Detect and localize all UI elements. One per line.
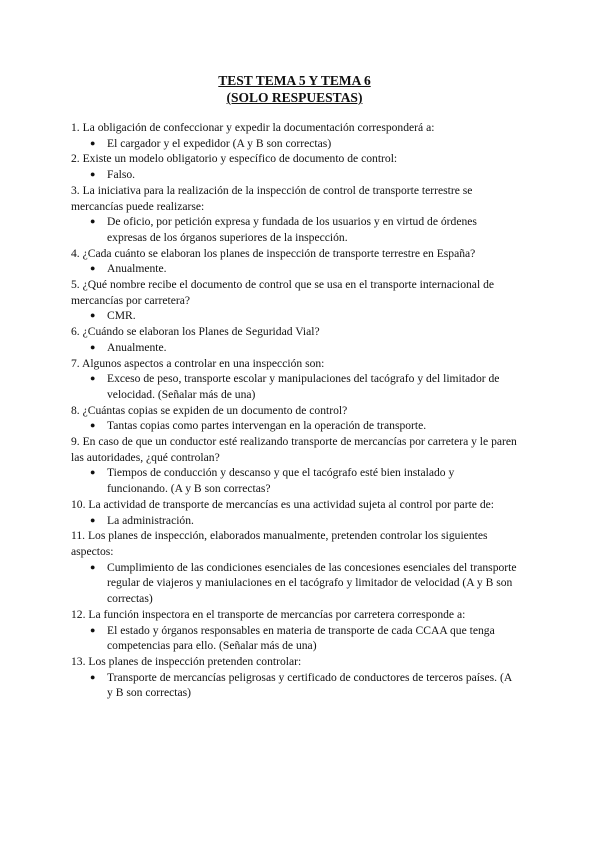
bullet-icon: ● xyxy=(90,467,96,478)
answer-text: El cargador y el expedidor (A y B son correctas) xyxy=(107,136,332,150)
answer-item xyxy=(71,167,518,183)
answer-item xyxy=(71,214,518,245)
answer-item xyxy=(71,261,518,277)
qa-item xyxy=(71,497,518,528)
answer-text: Cumplimiento de las condiciones esenciales de las concesiones esenciales del transporte regular de viajeros y maniulaciones en el tacógrafo y limitador de velocidad (A y B son correctas) xyxy=(107,560,517,606)
question-text: 4. ¿Cada cuánto se elaboran los planes de inspección de transporte terrestre en España? xyxy=(71,246,476,260)
question-text: 9. En caso de que un conductor esté realizando transporte de mercancías por carretera y le paren las autoridades, ¿qué controlan? xyxy=(71,435,517,464)
bullet-icon: ● xyxy=(90,263,96,274)
document-subtitle: (SOLO RESPUESTAS) xyxy=(226,90,363,105)
question-text: 2. Existe un modelo obligatorio y específico de documento de control: xyxy=(71,152,398,166)
answer-item xyxy=(71,340,518,356)
qa-item xyxy=(71,151,518,182)
bullet-icon: ● xyxy=(90,373,96,384)
qa-item xyxy=(71,277,518,324)
bullet-icon: ● xyxy=(90,137,96,148)
question-text: 8. ¿Cuántas copias se expiden de un documento de control? xyxy=(71,403,348,417)
title-block xyxy=(71,72,518,106)
bullet-icon: ● xyxy=(90,514,96,525)
answer-item xyxy=(71,623,518,654)
answer-text: Anualmente. xyxy=(107,340,167,354)
answer-text: Tantas copias como partes intervengan en la operación de transporte. xyxy=(107,419,427,433)
question-text: 6. ¿Cuándo se elaboran los Planes de Seguridad Vial? xyxy=(71,325,320,339)
question-text: 11. Los planes de inspección, elaborados manualmente, pretenden controlar los siguientes aspectos: xyxy=(71,529,488,558)
question-text: 12. La función inspectora en el transporte de mercancías por carretera corresponde a: xyxy=(71,607,466,621)
bullet-icon: ● xyxy=(90,671,96,682)
answer-text: Falso. xyxy=(107,168,136,182)
question-text: 13. Los planes de inspección pretenden controlar: xyxy=(71,654,302,668)
bullet-icon: ● xyxy=(90,561,96,572)
bullet-icon: ● xyxy=(90,624,96,635)
qa-item xyxy=(71,120,518,151)
qa-item xyxy=(71,183,518,246)
answer-item xyxy=(71,465,518,496)
answer-item xyxy=(71,560,518,607)
question-text: 3. La iniciativa para la realización de la inspección de control de transporte terrestre se mercancías puede realizarse: xyxy=(71,183,473,213)
question-text: 10. La actividad de transporte de mercancías es una actividad sujeta al control por parte de: xyxy=(71,497,494,511)
bullet-icon: ● xyxy=(90,341,96,352)
answer-text: Transporte de mercancías peligrosas y certificado de conductores de terceros países. (A y B son correctas) xyxy=(107,670,512,700)
answer-text: CMR. xyxy=(107,309,136,323)
answer-item xyxy=(71,670,518,701)
answer-item xyxy=(71,136,518,152)
qa-item xyxy=(71,654,518,701)
qa-item xyxy=(71,324,518,355)
answer-text: El estado y órganos responsables en materia de transporte de cada CCAA que tenga competencias para ello. (Señalar más de una) xyxy=(107,623,495,653)
answer-text: Exceso de peso, transporte escolar y manipulaciones del tacógrafo y del limitador de velocidad. (Señalar más de una) xyxy=(107,372,500,401)
question-text: 7. Algunos aspectos a controlar en una inspección son: xyxy=(71,356,325,370)
bullet-icon: ● xyxy=(90,310,96,321)
answer-text: Anualmente. xyxy=(107,262,167,276)
answer-text: Tiempos de conducción y descanso y que el tacógrafo esté bien instalado y funcionando. (A y B son correctas? xyxy=(107,466,455,496)
qa-item xyxy=(71,403,518,434)
qa-item xyxy=(71,434,518,497)
bullet-icon: ● xyxy=(90,216,96,227)
qa-item xyxy=(71,528,518,607)
answer-text: De oficio, por petición expresa y fundada de los usuarios y en virtud de órdenes expresas de los órganos superiores de la inspección. xyxy=(107,215,477,244)
answer-item xyxy=(71,418,518,434)
qa-item xyxy=(71,607,518,654)
answer-item xyxy=(71,371,518,402)
bullet-icon: ● xyxy=(90,169,96,180)
qa-item xyxy=(71,356,518,403)
question-text: 1. La obligación de confeccionar y expedir la documentación corresponderá a: xyxy=(71,121,435,134)
bullet-icon: ● xyxy=(90,420,96,431)
question-list xyxy=(71,120,518,701)
answer-item xyxy=(71,513,518,529)
document-title: TEST TEMA 5 Y TEMA 6 xyxy=(218,73,371,88)
answer-text: La administración. xyxy=(107,513,194,527)
question-text: 5. ¿Qué nombre recibe el documento de control que se usa en el transporte internacional de mercancías por carretera? xyxy=(71,278,495,307)
qa-item xyxy=(71,246,518,277)
answer-item xyxy=(71,308,518,324)
